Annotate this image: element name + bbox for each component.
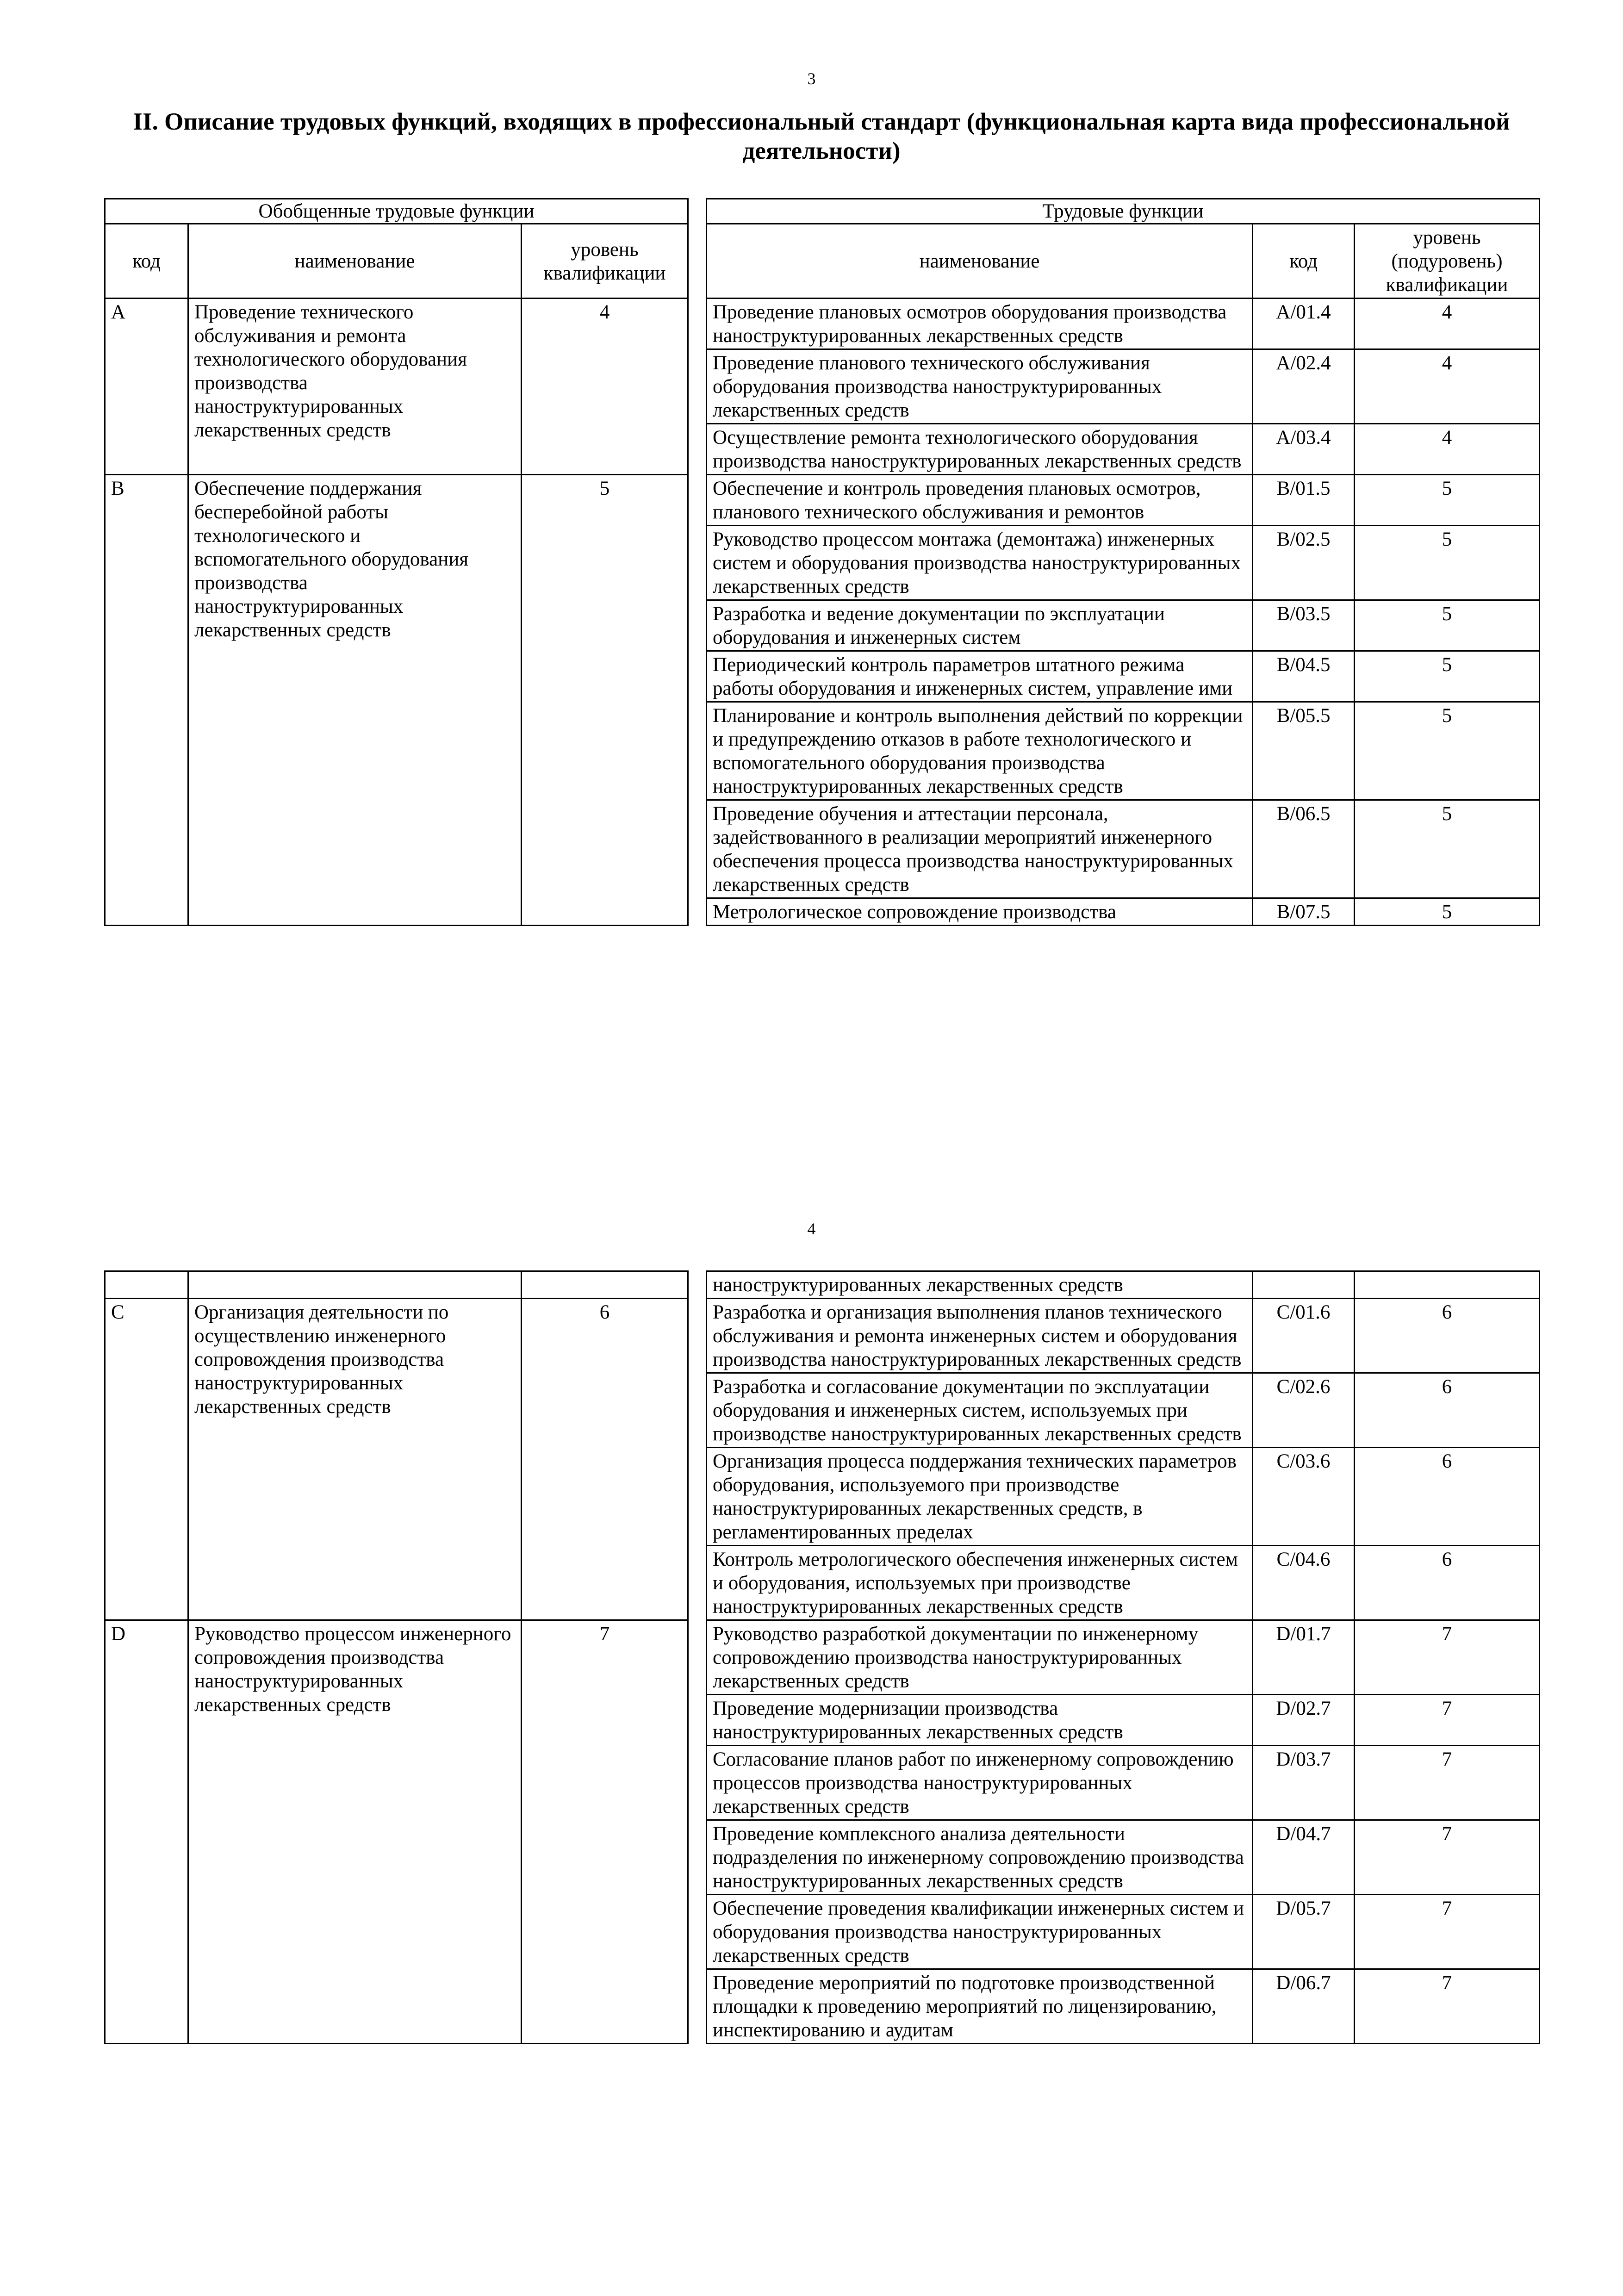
tf-name: Обеспечение проведения квалификации инженерных систем и оборудования производства наноструктурированных лекарственных средств [707, 1895, 1253, 1969]
gf-code: B [105, 475, 188, 926]
gap-cell [688, 1299, 707, 1620]
tf-level: 7 [1355, 1746, 1540, 1820]
tf-name: Руководство процессом монтажа (демонтажа) инженерных систем и оборудования производства наноструктурированных лекарственных средств [707, 526, 1253, 600]
header-qualification-level: уровень квалификации [522, 224, 688, 299]
function-row [105, 299, 1540, 349]
gf-level: 6 [522, 1299, 688, 1620]
function-map-table-page-2 [104, 1270, 1540, 2044]
cont-level [522, 1271, 688, 1299]
gf-name: Руководство процессом инженерного сопровождения производства наноструктурированных лекарственных средств [188, 1620, 522, 2044]
tf-code: C/04.6 [1253, 1546, 1355, 1620]
tf-level: 6 [1355, 1448, 1540, 1546]
tf-code: B/05.5 [1253, 702, 1355, 800]
tf-code: D/05.7 [1253, 1895, 1355, 1969]
gap-cell [688, 299, 707, 475]
tf-name: Разработка и ведение документации по эксплуатации оборудования и инженерных систем [707, 600, 1253, 651]
tf-level: 4 [1355, 299, 1540, 349]
tf-level: 5 [1355, 898, 1540, 926]
tf-level: 4 [1355, 424, 1540, 475]
header-labor-functions: Трудовые функции [707, 199, 1540, 224]
continuation-row [105, 1271, 1540, 1299]
cont-tf-level [1355, 1271, 1540, 1299]
tf-name: Проведение комплексного анализа деятельности подразделения по инженерному сопровождению производства наноструктурированных лекарственных средств [707, 1820, 1253, 1895]
header-tf-code: код [1253, 224, 1355, 299]
group-header-row [105, 199, 1540, 224]
header-name: наименование [188, 224, 522, 299]
gf-code: D [105, 1620, 188, 2044]
tf-name: Организация процесса поддержания технических параметров оборудования, используемого при производстве наноструктурированных лекарственных средств, в регламентированных пределах [707, 1448, 1253, 1546]
page-title: II. Описание трудовых функций, входящих в профессиональный стандарт (функциональная карта вида профессиональной деятельности) [133, 108, 1510, 164]
tf-code: D/02.7 [1253, 1695, 1355, 1746]
tf-level: 6 [1355, 1299, 1540, 1373]
tf-name: Проведение мероприятий по подготовке производственной площадки к проведению мероприятий по лицензированию, инспектированию и аудитам [707, 1969, 1253, 2044]
tf-code: C/03.6 [1253, 1448, 1355, 1546]
tf-level: 5 [1355, 526, 1540, 600]
tf-code: B/06.5 [1253, 800, 1355, 898]
tf-name: Проведение модернизации производства наноструктурированных лекарственных средств [707, 1695, 1253, 1746]
gf-level: 4 [522, 299, 688, 475]
continuation-text: наноструктурированных лекарственных средств [707, 1271, 1253, 1299]
tf-name: Проведение обучения и аттестации персонала, задействованного в реализации мероприятий инженерного обеспечения процесса производства наноструктурированных лекарственных средств [707, 800, 1253, 898]
gap-cell [688, 1271, 707, 1299]
tf-level: 5 [1355, 600, 1540, 651]
tf-name: Проведение планового технического обслуживания оборудования производства наноструктурированных лекарственных средств [707, 349, 1253, 424]
tf-code: D/04.7 [1253, 1820, 1355, 1895]
function-row [105, 1620, 1540, 1695]
gap-cell [688, 199, 707, 224]
tf-level: 5 [1355, 651, 1540, 702]
tf-level: 4 [1355, 349, 1540, 424]
gap-cell [688, 1620, 707, 2044]
page1-tbody [105, 199, 1540, 926]
tf-level: 5 [1355, 475, 1540, 526]
tf-name: Руководство разработкой документации по инженерному сопровождению производства наноструктурированных лекарственных средств [707, 1620, 1253, 1695]
tf-name: Обеспечение и контроль проведения плановых осмотров, планового технического обслуживания и ремонтов [707, 475, 1253, 526]
tf-code: B/03.5 [1253, 600, 1355, 651]
gf-code: C [105, 1299, 188, 1620]
tf-code: A/03.4 [1253, 424, 1355, 475]
tf-code: D/03.7 [1253, 1746, 1355, 1820]
tf-name: Метрологическое сопровождение производства [707, 898, 1253, 926]
tf-level: 7 [1355, 1620, 1540, 1695]
tf-name: Контроль метрологического обеспечения инженерных систем и оборудования, используемых при производстве наноструктурированных лекарственных средств [707, 1546, 1253, 1620]
header-generalized-functions: Обобщенные трудовые функции [105, 199, 688, 224]
tf-level: 5 [1355, 702, 1540, 800]
tf-name: Периодический контроль параметров штатного режима работы оборудования и инженерных систем, управление ими [707, 651, 1253, 702]
tf-name: Осуществление ремонта технологического оборудования производства наноструктурированных лекарственных средств [707, 424, 1253, 475]
tf-code: B/07.5 [1253, 898, 1355, 926]
cont-tf-code [1253, 1271, 1355, 1299]
tf-code: B/04.5 [1253, 651, 1355, 702]
gf-level: 7 [522, 1620, 688, 2044]
tf-code: B/01.5 [1253, 475, 1355, 526]
tf-name: Планирование и контроль выполнения действий по коррекции и предупреждению отказов в работе технологического и вспомогательного оборудования производства наноструктурированных лекарственных средств [707, 702, 1253, 800]
header-sublevel: уровень (подуровень) квалификации [1355, 224, 1540, 299]
tf-level: 7 [1355, 1969, 1540, 2044]
tf-code: B/02.5 [1253, 526, 1355, 600]
cont-name [188, 1271, 522, 1299]
tf-level: 5 [1355, 800, 1540, 898]
tf-code: D/06.7 [1253, 1969, 1355, 2044]
tf-name: Разработка и согласование документации по эксплуатации оборудования и инженерных систем, используемых при производстве наноструктурированных лекарственных средств [707, 1373, 1253, 1448]
tf-name: Согласование планов работ по инженерному сопровождению процессов производства наноструктурированных лекарственных средств [707, 1746, 1253, 1820]
page2-tbody [105, 1271, 1540, 2044]
function-row [105, 475, 1540, 526]
function-row [105, 1299, 1540, 1373]
header-code: код [105, 224, 188, 299]
header-tf-name: наименование [707, 224, 1253, 299]
function-map-table-page-1 [104, 198, 1540, 926]
tf-level: 7 [1355, 1820, 1540, 1895]
tf-code: C/01.6 [1253, 1299, 1355, 1373]
tf-level: 6 [1355, 1546, 1540, 1620]
tf-name: Проведение плановых осмотров оборудования производства наноструктурированных лекарственных средств [707, 299, 1253, 349]
gf-name: Обеспечение поддержания бесперебойной работы технологического и вспомогательного оборудования производства наноструктурированных лекарственных средств [188, 475, 522, 926]
gf-name: Организация деятельности по осуществлению инженерного сопровождения производства наноструктурированных лекарственных средств [188, 1299, 522, 1620]
cont-code [105, 1271, 188, 1299]
tf-code: D/01.7 [1253, 1620, 1355, 1695]
tf-code: A/02.4 [1253, 349, 1355, 424]
page-number: 3 [807, 69, 816, 88]
gap-cell [688, 224, 707, 299]
gf-code: A [105, 299, 188, 475]
gf-level: 5 [522, 475, 688, 926]
tf-level: 7 [1355, 1695, 1540, 1746]
tf-level: 6 [1355, 1373, 1540, 1448]
gf-name: Проведение технического обслуживания и ремонта технологического оборудования производства наноструктурированных лекарственных средств [188, 299, 522, 475]
tf-code: A/01.4 [1253, 299, 1355, 349]
tf-code: C/02.6 [1253, 1373, 1355, 1448]
gap-cell [688, 475, 707, 926]
page-number: 4 [807, 1220, 816, 1238]
column-header-row [105, 224, 1540, 299]
tf-level: 7 [1355, 1895, 1540, 1969]
tf-name: Разработка и организация выполнения планов технического обслуживания и ремонта инженерных систем и оборудования производства наноструктурированных лекарственных средств [707, 1299, 1253, 1373]
